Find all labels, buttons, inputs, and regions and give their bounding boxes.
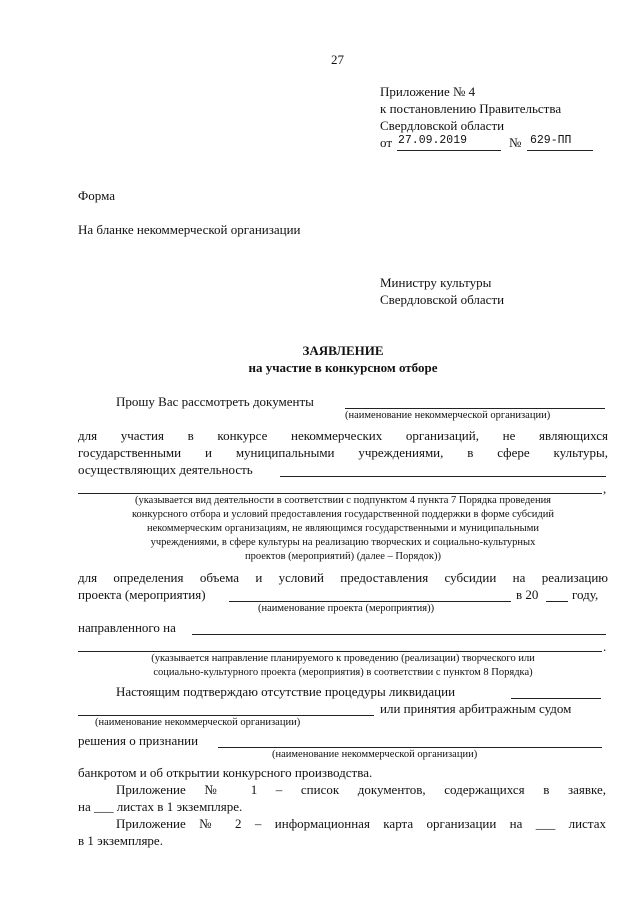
activity-comma: , bbox=[603, 481, 607, 496]
form-label: Форма bbox=[78, 188, 115, 203]
appendix-date-prefix: от bbox=[380, 135, 393, 150]
attachment-2-line-1: Приложение № 2 – информационная карта организации на ___ листах bbox=[116, 816, 606, 831]
project-name-blank bbox=[229, 601, 511, 602]
liquidation-blank bbox=[511, 698, 601, 699]
number-underline bbox=[527, 150, 593, 151]
date-underline bbox=[397, 150, 501, 151]
year-blank bbox=[546, 601, 568, 602]
hint-activity-line: некоммерческим организациям, не являющимся государственными и муниципальными bbox=[147, 523, 539, 534]
paragraph-2-line-1: для определения объема и условий предоставления субсидии на реализацию bbox=[78, 570, 608, 585]
hint-activity-line: (указывается вид деятельности в соответствии с подпунктом 4 пункта 7 Порядка проведения bbox=[134, 495, 552, 506]
activity-blank-2 bbox=[78, 493, 602, 494]
paragraph-1-line-2: для участия в конкурсе некоммерческих организаций, не являющихся bbox=[78, 428, 608, 443]
activity-blank-1 bbox=[280, 476, 606, 477]
paragraph-2-year-suffix: году, bbox=[572, 587, 599, 602]
hint-direction-line: социально-культурного проекта (мероприятия) в соответствии с пунктом 8 Порядка) bbox=[153, 667, 533, 678]
direction-blank-2 bbox=[78, 651, 602, 652]
org-name-blank-2 bbox=[78, 715, 374, 716]
paragraph-1-start: Прошу Вас рассмотреть документы bbox=[116, 394, 314, 409]
addressee-line-2: Свердловской области bbox=[380, 292, 505, 307]
hint-activity-line: проектов (мероприятий) (далее – Порядок)) bbox=[245, 551, 441, 562]
paragraph-3-line-1: Настоящим подтверждаю отсутствие процедуры ликвидации bbox=[116, 684, 456, 699]
paragraph-2-direction-label: направленного на bbox=[78, 620, 176, 635]
attachment-2-line-2: в 1 экземпляре. bbox=[78, 833, 163, 848]
paragraph-2-year-prefix: в 20 bbox=[516, 587, 539, 602]
hint-org-name-2: (наименование некоммерческой организации) bbox=[95, 717, 301, 728]
paragraph-2-project-label: проекта (мероприятия) bbox=[78, 587, 206, 602]
org-name-blank-1 bbox=[345, 408, 605, 409]
blank-label: На бланке некоммерческой организации bbox=[78, 222, 301, 237]
hint-direction-line: (указывается направление планируемого к проведению (реализации) творческого или bbox=[151, 653, 535, 664]
appendix-number-prefix: № bbox=[509, 135, 522, 150]
document-subtitle: на участие в конкурсном отборе bbox=[248, 360, 438, 375]
hint-activity-line: учреждениями, в сфере культуры на реализацию творческих и социально-культурных bbox=[150, 537, 536, 548]
page-number: 27 bbox=[331, 52, 344, 67]
attachment-1-line-1: Приложение № 1 – список документов, содержащихся в заявке, bbox=[116, 782, 606, 797]
appendix-number-value: 629-ПП bbox=[530, 134, 572, 147]
appendix-date-value: 27.09.2019 bbox=[398, 134, 468, 147]
document-title: ЗАЯВЛЕНИЕ bbox=[302, 343, 384, 358]
attachment-1-line-2: на ___ листах в 1 экземпляре. bbox=[78, 799, 243, 814]
paragraph-1-line-3: государственными и муниципальными учреждениями, в сфере культуры, bbox=[78, 445, 608, 460]
hint-activity-line: конкурсного отбора и условий предоставления государственной поддержки в форме субсидий bbox=[131, 509, 555, 520]
paragraph-3-line-2-end: или принятия арбитражным судом bbox=[380, 701, 572, 716]
paragraph-3-line-3: решения о признании bbox=[78, 733, 199, 748]
hint-org-name-3: (наименование некоммерческой организации) bbox=[272, 749, 478, 760]
paragraph-1-line-4: осуществляющих деятельность bbox=[78, 462, 253, 477]
addressee-line-1: Министру культуры bbox=[380, 275, 492, 290]
hint-project-name: (наименование проекта (мероприятия)) bbox=[258, 603, 435, 614]
paragraph-3-line-4: банкротом и об открытии конкурсного производства. bbox=[78, 765, 373, 780]
appendix-line-2: к постановлению Правительства bbox=[380, 101, 562, 116]
hint-org-name-1: (наименование некоммерческой организации) bbox=[345, 410, 551, 421]
appendix-line-1: Приложение № 4 bbox=[380, 84, 476, 99]
appendix-line-3: Свердловской области bbox=[380, 118, 505, 133]
direction-blank-1 bbox=[192, 634, 606, 635]
org-name-blank-3 bbox=[218, 747, 602, 748]
direction-period: . bbox=[603, 639, 607, 654]
